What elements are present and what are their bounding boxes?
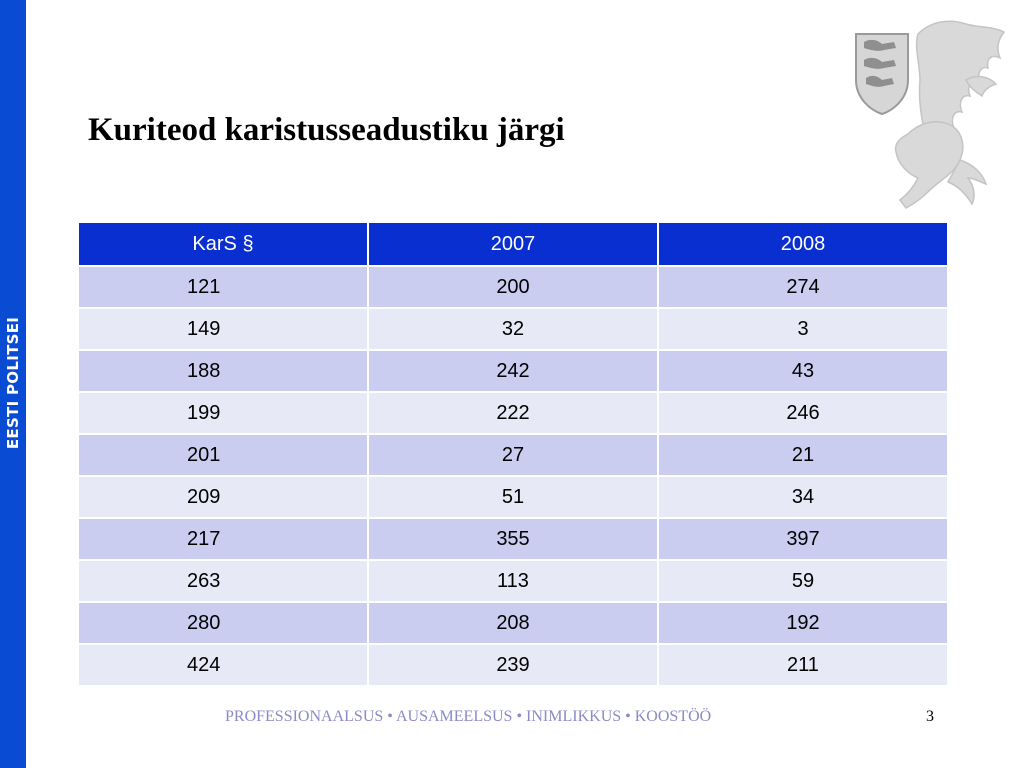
cell-2008: 246 bbox=[658, 392, 948, 434]
cell-2008: 43 bbox=[658, 350, 948, 392]
table-row bbox=[78, 434, 948, 476]
table-row bbox=[78, 518, 948, 560]
cell-kars: 188 bbox=[78, 350, 368, 392]
sidebar-label: EESTI POLITSEI bbox=[4, 316, 22, 450]
cell-2008: 21 bbox=[658, 434, 948, 476]
cell-2007: 242 bbox=[368, 350, 658, 392]
side-bar bbox=[0, 0, 26, 768]
cell-2008: 211 bbox=[658, 644, 948, 686]
table-row bbox=[78, 350, 948, 392]
header-2008: 2008 bbox=[658, 222, 948, 266]
estonian-coat-of-arms-icon bbox=[848, 14, 1012, 210]
table-row bbox=[78, 476, 948, 518]
cell-kars: 263 bbox=[78, 560, 368, 602]
cell-2007: 222 bbox=[368, 392, 658, 434]
cell-kars: 149 bbox=[78, 308, 368, 350]
table-row bbox=[78, 560, 948, 602]
cell-kars: 201 bbox=[78, 434, 368, 476]
cell-kars: 424 bbox=[78, 644, 368, 686]
cell-kars: 280 bbox=[78, 602, 368, 644]
cell-2007: 208 bbox=[368, 602, 658, 644]
cell-2008: 59 bbox=[658, 560, 948, 602]
table-row bbox=[78, 392, 948, 434]
footer-values: PROFESSIONAALSUS • AUSAMEELSUS • INIMLIKKUS • KOOSTÖÖ bbox=[225, 708, 712, 725]
cell-2007: 355 bbox=[368, 518, 658, 560]
cell-2008: 3 bbox=[658, 308, 948, 350]
header-2007: 2007 bbox=[368, 222, 658, 266]
cell-2007: 200 bbox=[368, 266, 658, 308]
page-number: 3 bbox=[926, 708, 934, 725]
table-row bbox=[78, 644, 948, 686]
header-kars: KarS § bbox=[78, 222, 368, 266]
table-row bbox=[78, 602, 948, 644]
cell-2008: 34 bbox=[658, 476, 948, 518]
table-row bbox=[78, 266, 948, 308]
cell-2007: 113 bbox=[368, 560, 658, 602]
cell-kars: 199 bbox=[78, 392, 368, 434]
slide-title: Kuriteod karistusseadustiku järgi bbox=[88, 112, 565, 148]
cell-2007: 27 bbox=[368, 434, 658, 476]
cell-2008: 192 bbox=[658, 602, 948, 644]
crime-table bbox=[77, 221, 949, 687]
table-header-row bbox=[78, 222, 948, 266]
cell-2007: 239 bbox=[368, 644, 658, 686]
cell-2007: 32 bbox=[368, 308, 658, 350]
cell-2008: 274 bbox=[658, 266, 948, 308]
cell-2007: 51 bbox=[368, 476, 658, 518]
cell-kars: 121 bbox=[78, 266, 368, 308]
cell-2008: 397 bbox=[658, 518, 948, 560]
table-row bbox=[78, 308, 948, 350]
cell-kars: 217 bbox=[78, 518, 368, 560]
cell-kars: 209 bbox=[78, 476, 368, 518]
